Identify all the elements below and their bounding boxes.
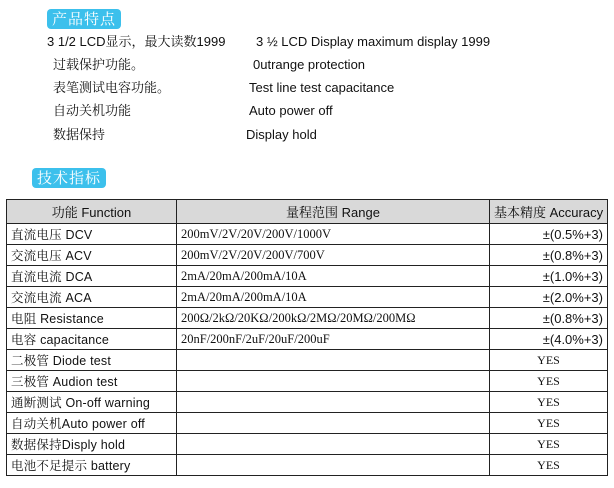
table-row [7,350,608,371]
range-cell [177,392,490,413]
accuracy-cell: ±(4.0%+3) [490,329,608,350]
function-cell: 交流电压 ACV [7,245,177,266]
table-row [7,371,608,392]
range-cell: 200mV/2V/20V/200V/1000V [177,224,490,245]
accuracy-cell: YES [490,371,608,392]
range-cell: 200mV/2V/20V/200V/700V [177,245,490,266]
function-cell: 交流电流 ACA [7,287,177,308]
range-cell [177,413,490,434]
accuracy-cell: YES [490,392,608,413]
feature-en-4: Auto power off [249,103,333,118]
range-cell: 2mA/20mA/200mA/10A [177,266,490,287]
table-row [7,245,608,266]
specs-heading-badge: 技术指标 [32,168,106,188]
column-header-function: 功能 Function [7,200,177,224]
column-header-accuracy: 基本精度 Accuracy [490,200,608,224]
function-cell: 直流电压 DCV [7,224,177,245]
feature-cn-5: 数据保持 [53,127,106,142]
function-cell: 通断测试 On-off warning [7,392,177,413]
range-cell: 20nF/200nF/2uF/20uF/200uF [177,329,490,350]
function-cell: 电池不足提示 battery [7,455,177,476]
function-cell: 数据保持Disply hold [7,434,177,455]
accuracy-cell: YES [490,434,608,455]
accuracy-cell: ±(1.0%+3) [490,266,608,287]
range-cell [177,371,490,392]
function-cell: 电阻 Resistance [7,308,177,329]
spec-table-header [7,200,608,224]
features-heading-badge: 产品特点 [47,9,121,29]
function-cell: 三极管 Audion test [7,371,177,392]
column-header-range: 量程范围 Range [177,200,490,224]
accuracy-cell: YES [490,413,608,434]
feature-cn-1: 3 1/2 LCD显示，最大读数1999 [47,34,226,49]
function-cell: 直流电流 DCA [7,266,177,287]
range-cell [177,350,490,371]
accuracy-cell: ±(0.5%+3) [490,224,608,245]
feature-en-3: Test line test capacitance [249,80,395,95]
feature-cn-3: 表笔测试电容功能。 [53,80,171,95]
feature-en-5: Display hold [246,127,317,142]
table-row [7,287,608,308]
table-row [7,434,608,455]
range-cell: 2mA/20mA/200mA/10A [177,287,490,308]
table-row [7,266,608,287]
function-cell: 电容 capacitance [7,329,177,350]
feature-cn-2: 过载保护功能。 [53,57,145,72]
accuracy-cell: ±(0.8%+3) [490,245,608,266]
feature-cn-4: 自动关机功能 [53,103,132,118]
function-cell: 自动关机Auto power off [7,413,177,434]
range-cell: 200Ω/2kΩ/20KΩ/200kΩ/2MΩ/20MΩ/200MΩ [177,308,490,329]
accuracy-cell: YES [490,455,608,476]
feature-en-1: 3 ½ LCD Display maximum display 1999 [256,34,491,49]
table-row [7,455,608,476]
table-row [7,392,608,413]
range-cell [177,434,490,455]
function-cell: 二极管 Diode test [7,350,177,371]
range-cell [177,455,490,476]
table-row [7,224,608,245]
accuracy-cell: ±(2.0%+3) [490,287,608,308]
spec-table [6,199,608,476]
table-row [7,329,608,350]
accuracy-cell: YES [490,350,608,371]
table-row [7,413,608,434]
feature-en-2: 0utrange protection [253,57,366,72]
accuracy-cell: ±(0.8%+3) [490,308,608,329]
table-row [7,308,608,329]
